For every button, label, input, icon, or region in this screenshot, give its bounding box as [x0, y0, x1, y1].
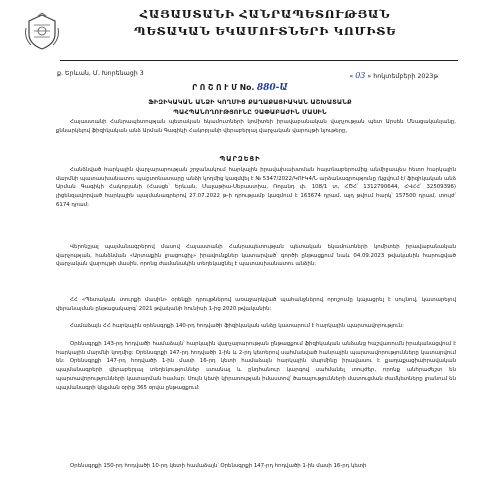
paragraph-2: [56, 243, 456, 269]
letterhead: [70, 6, 460, 40]
paragraph-5-text: Օրենսգրքի 143-րդ հոդվածի համաձայն՝ հարկային վարչարարության ընթացքում ֆիզիկական անձանց հաշվառումն իրականացվում է հարկային մարմնի կողմից: Օրենսգրքի 147-րդ հոդվածի 1-ին և 2-րդ կետերով սահմանված հանրային պարտավորությունները կատարվում են: Օրենսգրքի 147-րդ հոդվածի 1-ին մասի 16-րդ կետի համաձայն հարկային մարմինը իրավասու է քաղաքացիաիրավական պայմանագրերի վերաբերյալ տեղեկություններ ստանալ և ընդհանուր կարգով սահմանել տույժեր, որոնք անհրաժեշտ են պարտավորությունների կատարման համար: Սույն կետի կիրառության իմաստով՝ ծառայությունների մատուցման ժամկետները լրանում են պայմանագրի կնքման օրից 365 օրվա ընթացքում:: [56, 341, 456, 391]
paragraph-4-text: Համաձայն ՀՀ հարկային օրենսգրքի 140-րդ հոդվածի ֆիզիկական անձը կատարում է հարկային պարտավորություն:: [70, 323, 404, 329]
document-title-line-2: ՊԱՀՊԱՆՈՂՈՒԹՅՈՒՆԸ ՉԱՓԱԲԱԺԻՆ ՄԱՍԻՆ: [173, 108, 327, 116]
letterhead-line-1: ՀԱՅԱՍՏԱՆԻ ՀԱՆՐԱՊԵՏՈՒԹՅԱՆ: [139, 7, 391, 21]
paragraph-3-text: ՀՀ «Պետական տուրքի մասին» օրենքի դրույթներով առաջարկված պահանջներով որոշումը կայացրել է սույնով, կատարելով վերանայման ընթացակարգ՝ 2021 թվականի հունիսի 1-ից 2020 թվականին:: [56, 297, 456, 312]
address: ք. Երևան, Մ. Խորենացի 3: [57, 70, 144, 77]
order-label: Ր Ո Շ Ո Ւ Մ No.: [192, 83, 255, 92]
intro-paragraph: [56, 118, 456, 135]
paragraph-6-text: Օրենսգրքի 150-րդ հոդվածի 10-րդ կետի համաձայն՝ Օրենսգրքի 147-րդ հոդվածի 1-ին մասի 16-րդ կետի: [70, 463, 367, 469]
order-date-day: 03: [355, 71, 366, 80]
paragraph-5: [56, 340, 456, 392]
order-date-rest: հոկտեմբերի 2023թ: [373, 73, 438, 80]
header-divider: [60, 60, 458, 61]
paragraph-3: [56, 296, 456, 313]
paragraph-4: [56, 322, 456, 331]
order-date: « 03 » հոկտեմբերի 2023թ: [349, 71, 438, 80]
paragraph-1-text: Հանձնված հարկային վարչարարության շրջանակում հարկային իրավախախտման հայտնաբերումից անմիջապես հետո հարկային մարմնի պատասխանատու պաշտոնատարը անձի կողմից կազմվել է № 5347/2022/ԿՈՒԿ4/Ն արձանագրությունը /կցվում է/ ֆիզիկական անձ Արման Գագիկի Հակոբյանի (Հասցե՝ Երևան, Մալաթիա-Սեբաստիա, Ռոլանդ փ. 108/1 տ, ՀԾՀ՝ 1312790644, ՀՎՀՀ՝ 32509396) լիցենզավորված հարկային պայմանագրերով 27.07.2022 թ-ի դրությամբ կազմում է 163674 դրամ, այդ թվում հարկ՝ 157500 դրամ, տույժ՝ 6174 դրամ:: [56, 167, 456, 208]
order-number: 880-Ա: [256, 83, 288, 93]
letterhead-line-2: ՊԵՏԱԿԱՆ ԵԿԱՄՈՒՏՆԵՐԻ ԿՈՄԻՏԵ: [133, 24, 397, 38]
document-title-line-1: ՖԻԶԻԿԱԿԱՆ ԱՆՁԻ ԿՈՂՄԻՑ ՔԱՂԱՔԱՑԻԱԿԱՆ ԱՇԽԱՏԱՆՔ: [148, 98, 352, 106]
order-line: [0, 83, 480, 93]
section-heading: ՊԱՐԶԵՑԻ: [219, 155, 261, 163]
paragraph-2-text: Վերոնշյալ պայմանագրերով մասով Հայաստանի Հանրապետության պետական եկամուտների կոմիտեի իրավաբանական վարչության, հանձնման «Արտաքին լրացուցիչ» իրավունքներ կատարված՝ գործի ընթացքում նաև 04.09.2023 թվականին հարուցված վարչական վարույթի մասին, որոնց ժամանակին տեղեկացնել է պատասխանատու անձին:: [56, 244, 456, 268]
intro-text: Հայաստանի Հանրապետության պետական եկամուտների կոմիտեի իրավաբանական վարչության պետ Արսեն Մնացականյանը, քննարկելով ֆիզիկական անձ Արման Գագիկի Հակոբյանի վերաբերյալ վարչական վարույթի նյութերը,: [56, 119, 456, 134]
paragraph-1: [56, 166, 456, 210]
coat-of-arms-icon: [22, 12, 62, 52]
document-title: [50, 97, 450, 117]
paragraph-6: [56, 462, 456, 471]
